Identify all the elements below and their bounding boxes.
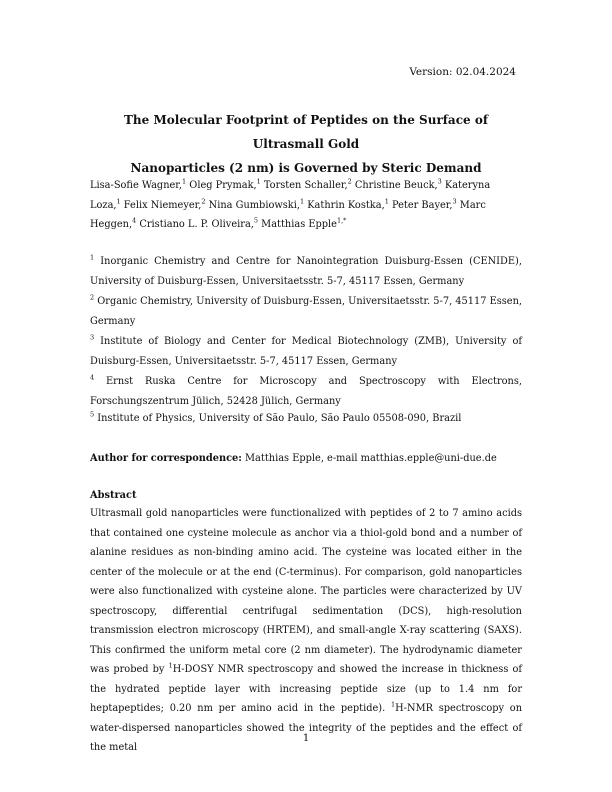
paper-title bbox=[90, 108, 522, 180]
correspondence-email: Matthias Epple, e-mail matthias.epple@uni-due.de bbox=[241, 453, 497, 464]
affiliation: $^2$ Organic Chemistry, University of Duisburg-Essen, Universitaetsstr. 5-7, 45117 Essen, Germany bbox=[90, 293, 523, 327]
author: Matthias Epple$^{1,*}$ bbox=[258, 216, 347, 230]
title-line-2: Nanoparticles (2 nm) is Governed by Steric Demand bbox=[130, 161, 482, 175]
author: Christine Beuck,$^3$ bbox=[351, 177, 442, 191]
correspondence bbox=[90, 449, 522, 469]
author: Torsten Schaller,$^2$ bbox=[260, 177, 352, 191]
affiliation: $^4$ Ernst Ruska Centre for Microscopy and Spectroscopy with Electrons, Forschungszentrum Jülich, 52428 Jülich, Germany bbox=[90, 373, 522, 407]
abstract-heading: Abstract bbox=[90, 490, 137, 501]
author: Kateryna Loza,$^1$ bbox=[90, 180, 491, 211]
author: Cristiano L. P. Oliveira,$^5$ bbox=[136, 216, 259, 230]
author: Nina Gumbiowski,$^1$ bbox=[205, 197, 305, 211]
page-number: 1 bbox=[302, 733, 310, 744]
author: Peter Bayer,$^3$ bbox=[388, 197, 457, 211]
affiliation: $^1$ Inorganic Chemistry and Centre for Nanointegration Duisburg-Essen (CENIDE), University of Duisburg-Essen, Universitaetsstr. 5-7, 45117 Essen, Germany bbox=[90, 253, 522, 287]
affiliation: $^3$ Institute of Biology and Center for Medical Biotechnology (ZMB), University of Duisburg-Essen, Universitaetsstr. 5-7, 45117 Essen, Germany bbox=[90, 333, 522, 367]
author: Lisa-Sofie Wagner,$^1$ bbox=[90, 177, 187, 191]
title-line-1: The Molecular Footprint of Peptides on the Surface of Ultrasmall Gold bbox=[124, 113, 488, 151]
author: Oleg Prymak,$^1$ bbox=[186, 177, 261, 191]
affiliation: $^5$ Institute of Physics, University of São Paulo, São Paulo 05508-090, Brazil bbox=[90, 410, 462, 424]
author: Marc Heggen,$^4$ bbox=[90, 199, 486, 230]
version-label: Version: 02.04.2024 bbox=[409, 66, 516, 78]
author-list bbox=[90, 176, 522, 235]
author: Felix Niemeyer,$^2$ bbox=[120, 197, 206, 211]
abstract-body: Ultrasmall gold nanoparticles were functionalized with peptides of 2 to 7 amino acids that contained one cysteine molecule as anchor via a thiol-gold bond and a number of alanine residues as non-binding amino acid. The cysteine was located either in the center of the molecule or at the end (C-terminus). For comparison, gold nanoparticles were also functionalized with cysteine alone. The particles were characterized by UV spectroscopy, differential centrifugal sedimentation (DCS), high-resolution transmission electron microscopy (HRTEM), and small-angle X-ray scattering (SAXS). This confirmed the uniform metal core (2 nm diameter). The hydrodynamic diameter was probed by $^1$H-DOSY NMR spectroscopy and showed the increase in thickness of the hydrated peptide layer with increasing peptide size (up to 1.4 nm for heptapeptides; 0.20 nm per amino acid in the peptide). $^1$H-NMR spectroscopy on water-dispersed nanoparticles showed the integrity of the peptides and the effect of the metal bbox=[90, 508, 523, 753]
correspondence-label: Author for correspondence: bbox=[90, 453, 242, 464]
author: Kathrin Kostka,$^1$ bbox=[304, 197, 389, 211]
